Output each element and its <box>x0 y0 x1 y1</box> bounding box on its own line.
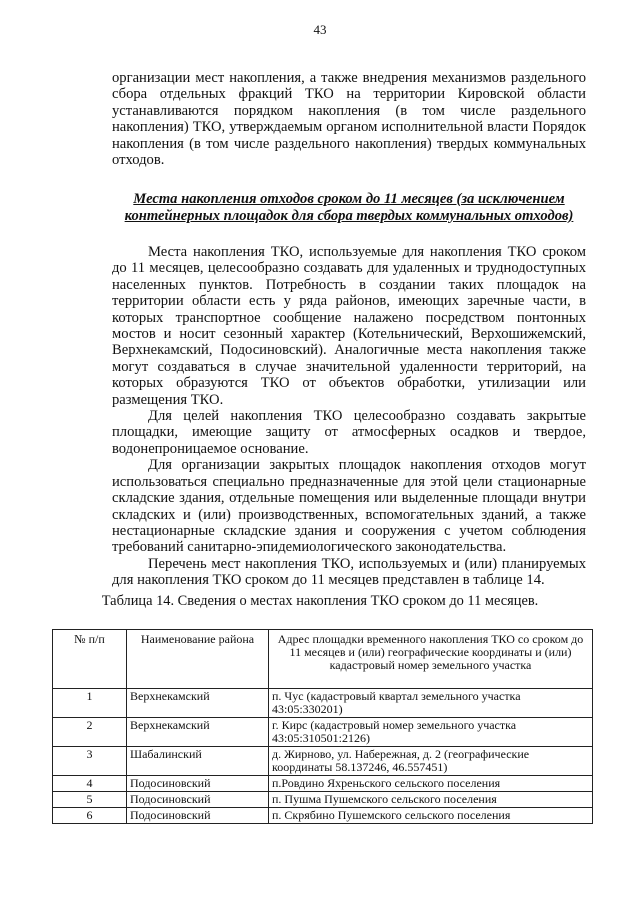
row-address: п. Скрябино Пушемского сельского поселения <box>269 808 593 824</box>
row-district: Подосиновский <box>127 792 269 808</box>
row-address: г. Кирс (кадастровый номер земельного участка 43:05:310501:2126) <box>269 718 593 747</box>
paragraph-2: Для целей накопления ТКО целесообразно создавать закрытые площадки, имеющие защиту от атмосферных осадков и твердое, водонепроницаемое основание. <box>112 408 586 457</box>
accumulation-sites-table <box>52 629 593 824</box>
row-number: 5 <box>53 792 127 808</box>
body-text <box>112 244 586 589</box>
table-row <box>53 792 593 808</box>
row-address: п. Пушма Пушемского сельского поселения <box>269 792 593 808</box>
row-district: Подосиновский <box>127 776 269 792</box>
paragraph-1: Места накопления ТКО, используемые для накопления ТКО сроком до 11 месяцев, целесообразно создавать для удаленных и труднодоступных населенных пунктов. Потребность в создании таких площадок на территории области есть у ряда районов, имеющих заречные части, в которых транспортное сообщение налажено посредством понтонных мостов и носит сезонный характер (Котельничеcкий, Верхошижемский, Верхнекамский, Подосиновский). Аналогичные места накопления также могут создаваться в случае значительной удаленности территорий, на которых образуются ТКО от объектов обработки, утилизации или размещения ТКО. <box>112 244 586 408</box>
row-number: 2 <box>53 718 127 747</box>
row-number: 3 <box>53 747 127 776</box>
row-district: Шабалинский <box>127 747 269 776</box>
table-row <box>53 747 593 776</box>
table-header-row <box>53 630 593 689</box>
row-number: 6 <box>53 808 127 824</box>
table-row <box>53 718 593 747</box>
row-number: 4 <box>53 776 127 792</box>
row-address: д. Жирново, ул. Набережная, д. 2 (географические координаты 58.137246, 46.557451) <box>269 747 593 776</box>
row-number: 1 <box>53 689 127 718</box>
row-address: п.Ровдино Яхреньского сельского поселения <box>269 776 593 792</box>
row-district: Подосиновский <box>127 808 269 824</box>
paragraph: организации мест накопления, а также внедрения механизмов раздельного сбора отдельных фракций ТКО на территории Кировской области устанавливаются порядком накопления (в том числе раздельного накопления) ТКО, утверждаемым органом исполнительной власти Порядок накопления (в том числе раздельного накопления) твердых коммунальных отходов. <box>112 70 586 169</box>
row-address: п. Чус (кадастровый квартал земельного участка 43:05:330201) <box>269 689 593 718</box>
header-address: Адрес площадки временного накопления ТКО со сроком до 11 месяцев и (или) географические координаты и (или) кадастровый номер земельного участка <box>269 630 593 689</box>
table-row <box>53 808 593 824</box>
intro-paragraph <box>112 70 586 168</box>
row-district: Верхнекамский <box>127 718 269 747</box>
paragraph-4: Перечень мест накопления ТКО, используемых и (или) планируемых для накопления ТКО сроком до 11 месяцев представлен в таблице 14. <box>112 555 586 589</box>
row-district: Верхнекамский <box>127 689 269 718</box>
paragraph-3: Для организации закрытых площадок накопления отходов могут использоваться специально предназначенные для этой цели стационарные складские здания, отдельные помещения или выделенные площади внутри складских и (или) производственных, вспомогательных зданий, а также нестационарные складские здания и сооружения с учетом соблюдения требований санитарно-эпидемиологического законодательства. <box>112 457 586 556</box>
header-district: Наименование района <box>127 630 269 689</box>
table-row <box>53 689 593 718</box>
table-row <box>53 776 593 792</box>
page-number: 43 <box>313 22 327 37</box>
section-heading: Места накопления отходов сроком до 11 месяцев (за исключением контейнерных площадок для сбора твердых коммунальных отходов) <box>124 191 574 224</box>
table-caption: Таблица 14. Сведения о местах накопления ТКО сроком до 11 месяцев. <box>101 593 539 609</box>
header-number: № п/п <box>53 630 127 689</box>
